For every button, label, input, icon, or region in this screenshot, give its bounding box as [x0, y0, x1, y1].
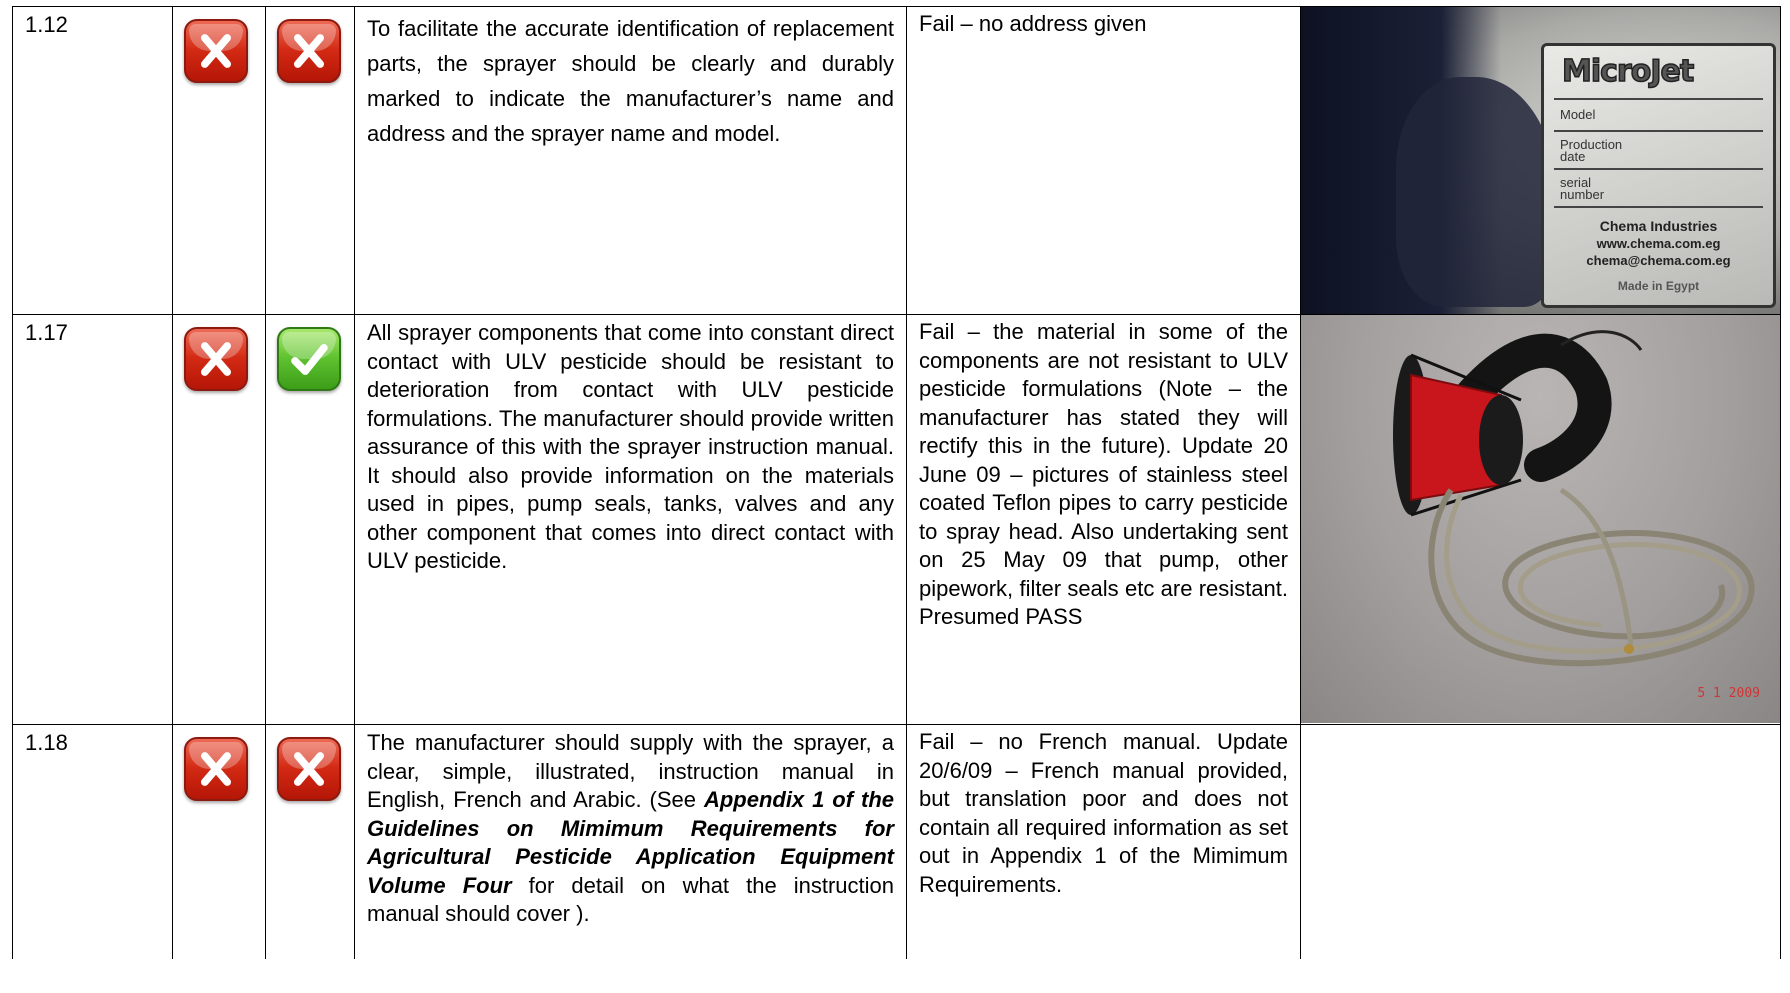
status-cell [266, 315, 355, 725]
fail-cross-icon [184, 19, 248, 83]
result-text: Fail – no French manual. Update 20/6/09 – French manual provided, but translation poor and does not contain all required information as set out in Appendix 1 of the Mimimum Requirements. [919, 729, 1288, 897]
fail-cross-icon [277, 737, 341, 801]
nameplate-photo [1301, 7, 1780, 314]
status-cell [173, 7, 266, 315]
fail-cross-icon [184, 737, 248, 801]
status-cell [266, 7, 355, 315]
table-row [13, 725, 1781, 959]
sprayer-head-illustration [1301, 315, 1780, 723]
status-cell [173, 315, 266, 725]
fail-cross-icon [184, 327, 248, 391]
requirement-id-cell [13, 725, 173, 959]
nameplate: MicroJet Model Production date serial number Chema Industries www.chema.com.eg chema@chema.com.eg Made in Egypt [1541, 43, 1776, 308]
requirements-table [12, 6, 1781, 959]
requirement-text: The manufacturer should supply with the sprayer, a clear, simple, illustrated, instruction manual in English, French and Arabic. (See Appendix 1 of the Guidelines on Mimimum Requirements for Agricultural Pesticide Application Equipment Volume Four for detail on what the instruction manual should cover ). [367, 730, 895, 926]
requirement-cell [355, 7, 907, 315]
status-cell [266, 725, 355, 959]
sprayer-head-photo [1301, 315, 1780, 723]
requirement-id: 1.12 [25, 12, 68, 37]
requirement-id: 1.18 [25, 730, 68, 755]
requirement-text: To facilitate the accurate identification of replacement parts, the sprayer should be clearly and durably marked to indicate the manufacturer’s name and address and the sprayer name and model. [367, 16, 894, 146]
table-row [13, 7, 1781, 315]
result-cell [907, 725, 1301, 959]
requirement-id-cell [13, 7, 173, 315]
photo-cell [1301, 725, 1781, 959]
appendix-reference: Appendix 1 of the Guidelines on Mimimum Requirements for Agricultural Pesticide Application Equipment Volume Four [367, 787, 895, 898]
fail-cross-icon [277, 19, 341, 83]
photo-date-stamp: 5 1 2009 [1697, 686, 1760, 701]
result-text: Fail – no address given [919, 11, 1147, 36]
requirement-cell [355, 725, 907, 959]
status-cell [173, 725, 266, 959]
requirement-cell [355, 315, 907, 725]
pass-checkmark-icon [277, 327, 341, 391]
photo-cell [1301, 315, 1781, 725]
result-text: Fail – the material in some of the components are not resistant to ULV pesticide formulations (Note – the manufacturer has stated they will rectify this in the future). Update 20 June 09 – pictures of stainless steel coated Teflon pipes to carry pesticide to spray head. Also undertaking sent on 25 May 09 that pump, other pipework, filter seals etc are resistant. Presumed PASS [919, 319, 1288, 629]
table-row [13, 315, 1781, 725]
requirement-id: 1.17 [25, 320, 68, 345]
requirement-text: All sprayer components that come into constant direct contact with ULV pesticide should be resistant to deterioration from contact with ULV pesticide formulations. The manufacturer should provide written assurance of this with the sprayer instruction manual. It should also provide information on the materials used in pipes, pump seals, tanks, valves and any other component that comes into direct contact with ULV pesticide. [367, 320, 894, 573]
result-cell [907, 315, 1301, 725]
microjet-logo: MicroJet [1562, 54, 1694, 89]
photo-cell [1301, 7, 1781, 315]
result-cell [907, 7, 1301, 315]
requirement-id-cell [13, 315, 173, 725]
